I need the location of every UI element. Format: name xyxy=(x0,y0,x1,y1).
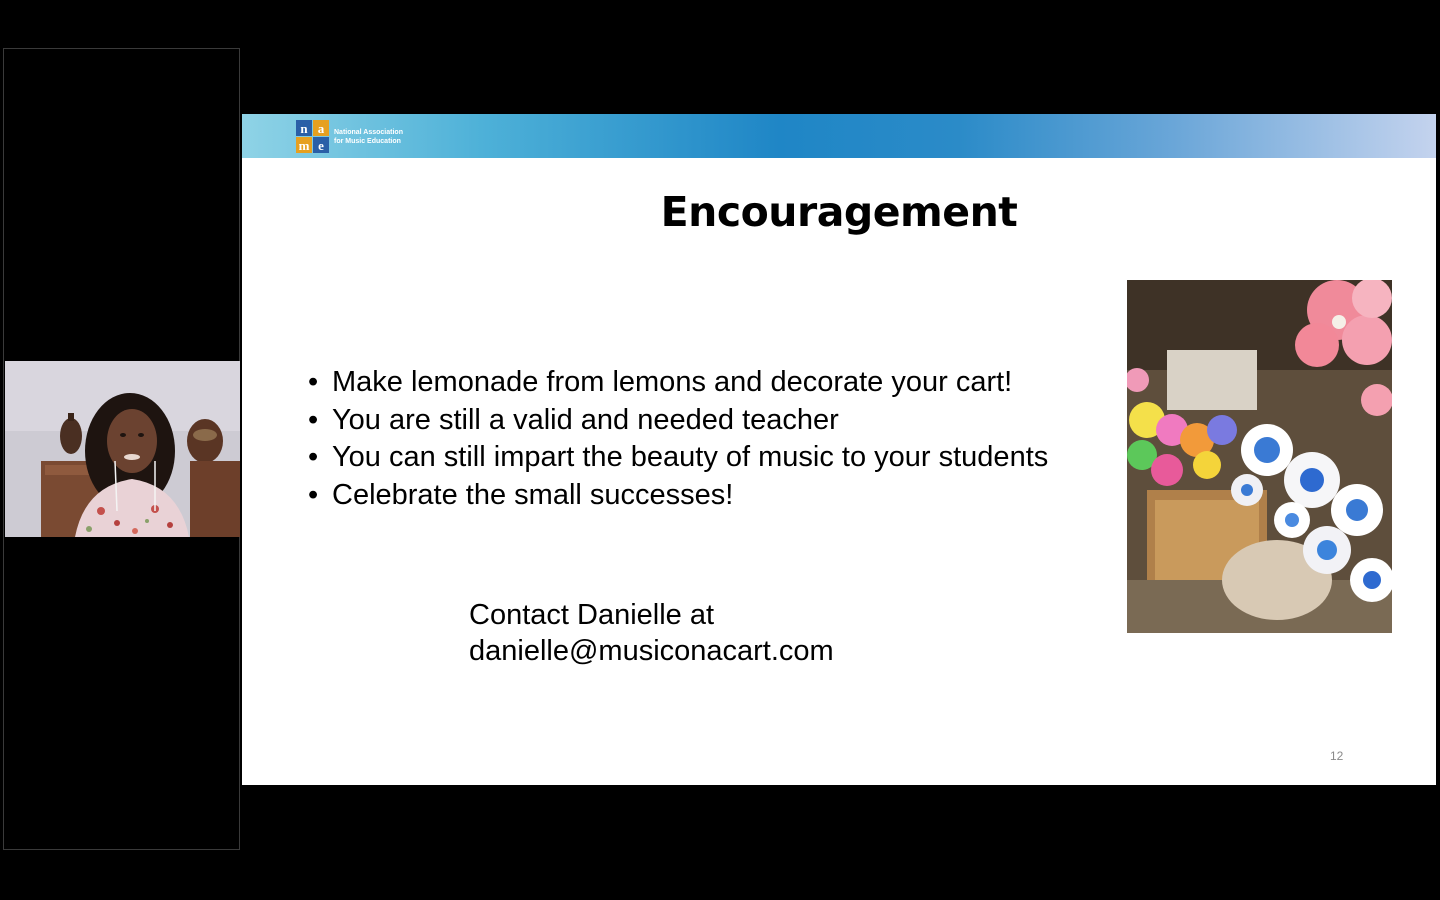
nafme-logo xyxy=(296,120,403,153)
contact-info xyxy=(469,597,834,669)
slide-title: Encouragement xyxy=(660,188,1018,236)
logo-line-1: National Association xyxy=(334,128,403,136)
bullet-item: • You can still impart the beauty of music to your students xyxy=(308,439,1048,477)
slide-header-banner xyxy=(242,114,1436,158)
bullet-item: • Make lemonade from lemons and decorate your cart! xyxy=(308,364,1048,402)
logo-letter: n xyxy=(296,120,312,136)
contact-label: Contact Danielle at xyxy=(469,599,715,631)
logo-letter: m xyxy=(296,137,312,153)
logo-letter: a xyxy=(313,120,329,136)
participant-webcam-image xyxy=(5,361,240,537)
logo-wordmark xyxy=(334,128,403,146)
nafme-logo-mark xyxy=(296,120,329,153)
logo-line-2: for Music Education xyxy=(334,137,401,145)
bullet-item: • Celebrate the small successes! xyxy=(308,477,1048,515)
presentation-slide xyxy=(242,114,1436,785)
participant-video-tile[interactable] xyxy=(5,361,240,537)
flower-cart-image xyxy=(1127,280,1392,633)
bullet-list xyxy=(308,364,1048,514)
contact-email: danielle@musiconacart.com xyxy=(469,635,834,667)
slide-page-number: 12 xyxy=(1330,749,1344,763)
participant-video-panel xyxy=(3,48,240,850)
decorated-cart-photo xyxy=(1127,280,1392,633)
logo-letter: e xyxy=(313,137,329,153)
bullet-item: • You are still a valid and needed teacher xyxy=(308,402,1048,440)
